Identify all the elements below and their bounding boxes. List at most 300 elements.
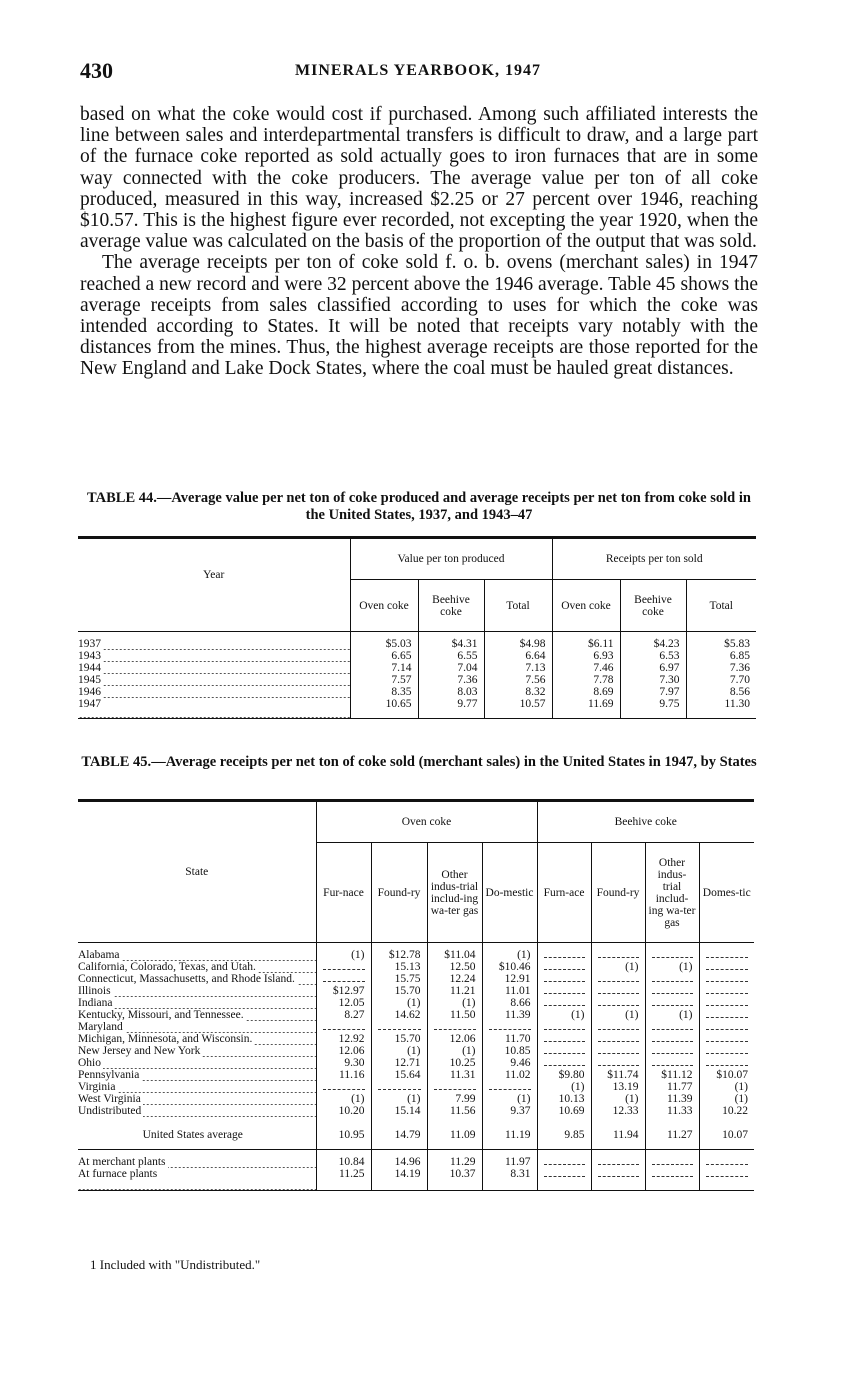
state-cell: At merchant plants (78, 1150, 316, 1169)
table-row (78, 632, 756, 651)
value-cell: 10.85 (482, 1045, 537, 1057)
value-cell: 15.13 (371, 961, 427, 973)
state-cell: Kentucky, Missouri, and Tennessee. (78, 1009, 316, 1021)
value-cell (591, 985, 645, 997)
value-cell: (1) (699, 1081, 754, 1093)
value-cell: 11.30 (686, 698, 756, 719)
empty-dash (598, 1033, 639, 1042)
value-cell (591, 1045, 645, 1057)
value-cell: 10.69 (537, 1105, 591, 1117)
value-cell: (1) (699, 1093, 754, 1105)
value-cell: 10.13 (537, 1093, 591, 1105)
value-cell: 12.24 (427, 973, 482, 985)
value-cell (537, 1150, 591, 1169)
value-cell: 9.37 (482, 1105, 537, 1117)
value-cell: $9.80 (537, 1069, 591, 1081)
table45-col-header: Other indus-trial includ-ing wa-ter gas (427, 843, 482, 943)
value-cell (537, 943, 591, 962)
table45-col-header: Domes-tic (699, 843, 754, 943)
value-cell: 11.01 (482, 985, 537, 997)
empty-dash (652, 1057, 693, 1066)
empty-dash (652, 1156, 693, 1165)
value-cell: $11.12 (645, 1069, 699, 1081)
value-cell: 7.13 (484, 662, 552, 674)
value-cell: 6.55 (418, 650, 484, 662)
value-cell: 11.31 (427, 1069, 482, 1081)
empty-dash (544, 1156, 585, 1165)
value-cell (699, 1021, 754, 1033)
value-cell: (1) (371, 997, 427, 1009)
value-cell: (1) (591, 1009, 645, 1021)
value-cell (699, 1057, 754, 1069)
table44-stub-header: Year (203, 569, 225, 581)
value-cell: 10.65 (350, 698, 418, 719)
value-cell (371, 1081, 427, 1093)
value-cell: 11.25 (316, 1168, 371, 1191)
value-cell (591, 1057, 645, 1069)
empty-dash (323, 1081, 365, 1090)
empty-dash (706, 1021, 749, 1030)
value-cell (316, 961, 371, 973)
table-row (78, 997, 754, 1009)
table-row (78, 698, 756, 719)
table44-col-header: Oven coke (552, 580, 620, 632)
value-cell: (1) (645, 961, 699, 973)
table-row (78, 1033, 754, 1045)
value-cell: 12.06 (316, 1045, 371, 1057)
value-cell: 8.03 (418, 686, 484, 698)
value-cell: (1) (427, 997, 482, 1009)
table-row (78, 650, 756, 662)
value-cell (699, 1168, 754, 1191)
empty-dash (323, 973, 365, 982)
value-cell (371, 1021, 427, 1033)
year-cell: 1946 (78, 686, 350, 698)
value-cell: $4.23 (620, 632, 686, 651)
table-row (78, 1081, 754, 1093)
empty-dash (706, 961, 749, 970)
state-cell: Ohio (78, 1057, 316, 1069)
state-cell: New Jersey and New York (78, 1045, 316, 1057)
value-cell: $11.04 (427, 943, 482, 962)
value-cell (537, 1021, 591, 1033)
empty-dash (598, 1156, 639, 1165)
value-cell (699, 985, 754, 997)
state-cell: West Virginia (78, 1093, 316, 1105)
empty-dash (544, 1045, 585, 1054)
value-cell (537, 1045, 591, 1057)
table45-col-header: Do-mestic (482, 843, 537, 943)
value-cell (591, 1168, 645, 1191)
value-cell (699, 961, 754, 973)
table44-caption (80, 490, 758, 524)
empty-dash (706, 1033, 749, 1042)
value-cell (537, 1033, 591, 1045)
empty-dash (706, 1045, 749, 1054)
value-cell: 7.56 (484, 674, 552, 686)
table44-col-header: Beehive coke (620, 580, 686, 632)
empty-dash (434, 1081, 476, 1090)
state-cell: Maryland (78, 1021, 316, 1033)
value-cell (645, 1150, 699, 1169)
value-cell: $12.78 (371, 943, 427, 962)
value-cell: $12.97 (316, 985, 371, 997)
body-text (80, 104, 758, 380)
state-cell: Indiana (78, 997, 316, 1009)
value-cell: 7.99 (427, 1093, 482, 1105)
state-cell: Pennsylvania (78, 1069, 316, 1081)
table-row (78, 973, 754, 985)
table-row (78, 674, 756, 686)
empty-dash (652, 985, 693, 994)
value-cell: 11.09 (427, 1117, 482, 1150)
value-cell: 11.94 (591, 1117, 645, 1150)
footnote: 1 Included with "Undistributed." (90, 1257, 261, 1272)
empty-dash (489, 1021, 531, 1030)
empty-dash (706, 985, 749, 994)
value-cell (645, 1033, 699, 1045)
value-cell: 11.16 (316, 1069, 371, 1081)
value-cell (591, 973, 645, 985)
value-cell (645, 1168, 699, 1191)
average-row (78, 1117, 754, 1150)
value-cell: 7.57 (350, 674, 418, 686)
value-cell: 15.70 (371, 985, 427, 997)
value-cell (699, 1009, 754, 1021)
value-cell (645, 997, 699, 1009)
table45-col-header: Other indus-trial includ-ing wa-ter gas (645, 843, 699, 943)
value-cell: 12.91 (482, 973, 537, 985)
paragraph: The average receipts per ton of coke sold f. o. b. ovens (merchant sales) in 1947 reached a new record and were 32 percent above the 1946 average. Table 45 shows the average receipts from sales classified according to uses for which the coke was intended according to States. It will be noted that receipts vary notably with the distances from the mines. Thus, the highest average receipts are those reported for the New England and Lake Dock States, where the coal must be hauled great distances. (80, 252, 758, 380)
state-cell: Virginia (78, 1081, 316, 1093)
table45-group-header: Beehive coke (537, 801, 754, 843)
value-cell (645, 1057, 699, 1069)
table45-title: —Average receipts per net ton of coke sold (merchant sales) in the United States in 1947, by States (151, 754, 757, 770)
value-cell: 10.25 (427, 1057, 482, 1069)
page-number: 430 (80, 58, 113, 83)
table44-col-header: Oven coke (350, 580, 418, 632)
table-row (78, 1069, 754, 1081)
running-title: MINERALS YEARBOOK, 1947 (295, 62, 541, 79)
value-cell: 11.39 (482, 1009, 537, 1021)
empty-dash (489, 1081, 531, 1090)
value-cell (537, 1168, 591, 1191)
table44-label: TABLE 44. (87, 490, 157, 506)
table45-caption (80, 754, 758, 771)
value-cell: 12.50 (427, 961, 482, 973)
empty-dash (434, 1021, 476, 1030)
value-cell (537, 997, 591, 1009)
table-row (78, 985, 754, 997)
value-cell: 9.77 (418, 698, 484, 719)
empty-dash (544, 1057, 585, 1066)
value-cell: (1) (316, 1093, 371, 1105)
table-row (78, 1057, 754, 1069)
value-cell (645, 943, 699, 962)
empty-dash (544, 1021, 585, 1030)
value-cell: 12.33 (591, 1105, 645, 1117)
table-row (78, 1045, 754, 1057)
value-cell (699, 943, 754, 962)
empty-dash (652, 1168, 693, 1177)
empty-dash (706, 1057, 749, 1066)
value-cell (699, 1045, 754, 1057)
state-cell: Alabama (78, 943, 316, 962)
value-cell: 10.95 (316, 1117, 371, 1150)
value-cell: 12.71 (371, 1057, 427, 1069)
value-cell (699, 1033, 754, 1045)
value-cell: (1) (427, 1045, 482, 1057)
empty-dash (544, 961, 585, 970)
state-cell: Connecticut, Massachusetts, and Rhode Island. (78, 973, 316, 985)
value-cell: (1) (537, 1009, 591, 1021)
value-cell: (1) (482, 943, 537, 962)
value-cell: 11.02 (482, 1069, 537, 1081)
value-cell (537, 1057, 591, 1069)
value-cell: (1) (371, 1093, 427, 1105)
value-cell (537, 985, 591, 997)
empty-dash (598, 949, 639, 958)
value-cell (316, 973, 371, 985)
year-cell: 1945 (78, 674, 350, 686)
value-cell: 7.36 (686, 662, 756, 674)
table-row (78, 943, 754, 962)
value-cell: $11.74 (591, 1069, 645, 1081)
value-cell: 11.27 (645, 1117, 699, 1150)
state-cell: Michigan, Minnesota, and Wisconsin. (78, 1033, 316, 1045)
value-cell: 11.97 (482, 1150, 537, 1169)
value-cell (699, 1150, 754, 1169)
table44-title: —Average value per net ton of coke produced and average receipts per net ton from coke sold in the United States, 1937, and 1943–47 (156, 490, 751, 523)
value-cell: 10.07 (699, 1117, 754, 1150)
value-cell: $5.03 (350, 632, 418, 651)
empty-dash (652, 1021, 693, 1030)
plant-row (78, 1150, 754, 1169)
empty-dash (652, 997, 693, 1006)
value-cell: $6.11 (552, 632, 620, 651)
empty-dash (378, 1081, 421, 1090)
value-cell: 15.64 (371, 1069, 427, 1081)
state-cell: Undistributed (78, 1105, 316, 1117)
value-cell: $4.31 (418, 632, 484, 651)
value-cell: 9.85 (537, 1117, 591, 1150)
value-cell: 8.27 (316, 1009, 371, 1021)
table45-group-header: Oven coke (316, 801, 537, 843)
value-cell: 8.66 (482, 997, 537, 1009)
year-cell: 1947 (78, 698, 350, 719)
state-cell: Illinois (78, 985, 316, 997)
value-cell (316, 1021, 371, 1033)
value-cell: 7.04 (418, 662, 484, 674)
value-cell: 11.29 (427, 1150, 482, 1169)
empty-dash (652, 1045, 693, 1054)
value-cell: 7.70 (686, 674, 756, 686)
page-header (80, 58, 756, 88)
value-cell (482, 1081, 537, 1093)
value-cell: 8.35 (350, 686, 418, 698)
table45-col-header: Found-ry (371, 843, 427, 943)
value-cell: 8.31 (482, 1168, 537, 1191)
value-cell: 11.56 (427, 1105, 482, 1117)
value-cell: 12.92 (316, 1033, 371, 1045)
value-cell (645, 1045, 699, 1057)
table-45 (78, 799, 754, 1191)
empty-dash (544, 985, 585, 994)
empty-dash (544, 1033, 585, 1042)
year-cell: 1943 (78, 650, 350, 662)
empty-dash (544, 973, 585, 982)
value-cell (316, 1081, 371, 1093)
table44-group-header: Receipts per ton sold (552, 538, 756, 580)
value-cell (645, 985, 699, 997)
table44-group-header: Value per ton produced (350, 538, 552, 580)
value-cell (591, 943, 645, 962)
value-cell: 10.57 (484, 698, 552, 719)
value-cell: 7.46 (552, 662, 620, 674)
value-cell: 14.62 (371, 1009, 427, 1021)
empty-dash (706, 973, 749, 982)
value-cell: (1) (537, 1081, 591, 1093)
table-row (78, 686, 756, 698)
value-cell: 8.56 (686, 686, 756, 698)
table-row (78, 1021, 754, 1033)
value-cell: 14.19 (371, 1168, 427, 1191)
value-cell: 8.32 (484, 686, 552, 698)
value-cell (482, 1021, 537, 1033)
state-cell: United States average (142, 1129, 243, 1141)
value-cell: $10.46 (482, 961, 537, 973)
empty-dash (598, 1057, 639, 1066)
value-cell: 11.21 (427, 985, 482, 997)
value-cell: 11.39 (645, 1093, 699, 1105)
empty-dash (652, 949, 693, 958)
table-row (78, 1009, 754, 1021)
value-cell: (1) (645, 1009, 699, 1021)
empty-dash (598, 1168, 639, 1177)
empty-dash (598, 997, 639, 1006)
value-cell: (1) (591, 1093, 645, 1105)
value-cell: 9.46 (482, 1057, 537, 1069)
value-cell: 6.53 (620, 650, 686, 662)
value-cell: 8.69 (552, 686, 620, 698)
table-44 (78, 536, 756, 719)
empty-dash (323, 1021, 365, 1030)
value-cell: 14.79 (371, 1117, 427, 1150)
value-cell (427, 1081, 482, 1093)
empty-dash (598, 1045, 639, 1054)
value-cell (591, 1021, 645, 1033)
value-cell: 6.93 (552, 650, 620, 662)
value-cell: 11.70 (482, 1033, 537, 1045)
value-cell: 6.85 (686, 650, 756, 662)
empty-dash (706, 949, 749, 958)
table44-col-header: Beehive coke (418, 580, 484, 632)
empty-dash (652, 1033, 693, 1042)
table45-label: TABLE 45. (81, 754, 152, 770)
value-cell: 15.70 (371, 1033, 427, 1045)
table-row (78, 961, 754, 973)
value-cell: 11.50 (427, 1009, 482, 1021)
value-cell: $10.07 (699, 1069, 754, 1081)
table44-col-header: Total (484, 580, 552, 632)
state-cell: California, Colorado, Texas, and Utah. (78, 961, 316, 973)
value-cell: 9.75 (620, 698, 686, 719)
value-cell: (1) (482, 1093, 537, 1105)
empty-dash (544, 949, 585, 958)
empty-dash (706, 1168, 749, 1177)
empty-dash (706, 1156, 749, 1165)
table44-col-header: Total (686, 580, 756, 632)
table45-stub-header: State (185, 866, 209, 878)
value-cell: 7.30 (620, 674, 686, 686)
value-cell (645, 973, 699, 985)
empty-dash (706, 1009, 749, 1018)
value-cell (427, 1021, 482, 1033)
value-cell (699, 973, 754, 985)
value-cell: (1) (316, 943, 371, 962)
value-cell: 9.30 (316, 1057, 371, 1069)
value-cell: 11.19 (482, 1117, 537, 1150)
value-cell: 11.69 (552, 698, 620, 719)
value-cell (591, 1033, 645, 1045)
value-cell: 10.20 (316, 1105, 371, 1117)
table45-col-header: Fur-nace (316, 843, 371, 943)
empty-dash (544, 997, 585, 1006)
value-cell: 7.97 (620, 686, 686, 698)
plant-row (78, 1168, 754, 1191)
empty-dash (652, 973, 693, 982)
value-cell: (1) (591, 961, 645, 973)
empty-dash (323, 961, 365, 970)
value-cell: 12.06 (427, 1033, 482, 1045)
value-cell: 10.84 (316, 1150, 371, 1169)
value-cell: 15.75 (371, 973, 427, 985)
year-cell: 1944 (78, 662, 350, 674)
empty-dash (598, 973, 639, 982)
value-cell (537, 973, 591, 985)
value-cell: 10.22 (699, 1105, 754, 1117)
value-cell: $4.98 (484, 632, 552, 651)
value-cell: 6.64 (484, 650, 552, 662)
value-cell (591, 1150, 645, 1169)
table45-col-header: Found-ry (591, 843, 645, 943)
value-cell: 13.19 (591, 1081, 645, 1093)
paragraph: based on what the coke would cost if purchased. Among such affiliated interests the line between sales and interdepartmental transfers is difficult to draw, and a large part of the furnace coke reported as sold actually goes to iron furnaces that are in some way connected with the coke producers. The average value per ton of all coke produced, measured in this way, increased $2.25 or 27 percent over 1946, reaching $10.57. This is the highest figure ever recorded, not excepting the year 1920, when the average value was calculated on the basis of the proportion of the output that was sold. (80, 104, 758, 253)
empty-dash (378, 1021, 421, 1030)
value-cell (699, 997, 754, 1009)
empty-dash (598, 1021, 639, 1030)
value-cell: 14.96 (371, 1150, 427, 1169)
value-cell (537, 961, 591, 973)
value-cell: 7.78 (552, 674, 620, 686)
empty-dash (598, 985, 639, 994)
value-cell: 11.77 (645, 1081, 699, 1093)
value-cell (645, 1021, 699, 1033)
table-row (78, 662, 756, 674)
value-cell: 6.97 (620, 662, 686, 674)
value-cell: 15.14 (371, 1105, 427, 1117)
value-cell: $5.83 (686, 632, 756, 651)
empty-dash (544, 1168, 585, 1177)
table-row (78, 1093, 754, 1105)
value-cell: 10.37 (427, 1168, 482, 1191)
value-cell: 12.05 (316, 997, 371, 1009)
value-cell: (1) (371, 1045, 427, 1057)
empty-dash (706, 997, 749, 1006)
table45-col-header: Furn-ace (537, 843, 591, 943)
value-cell: 7.36 (418, 674, 484, 686)
state-cell: At furnace plants (78, 1168, 316, 1191)
